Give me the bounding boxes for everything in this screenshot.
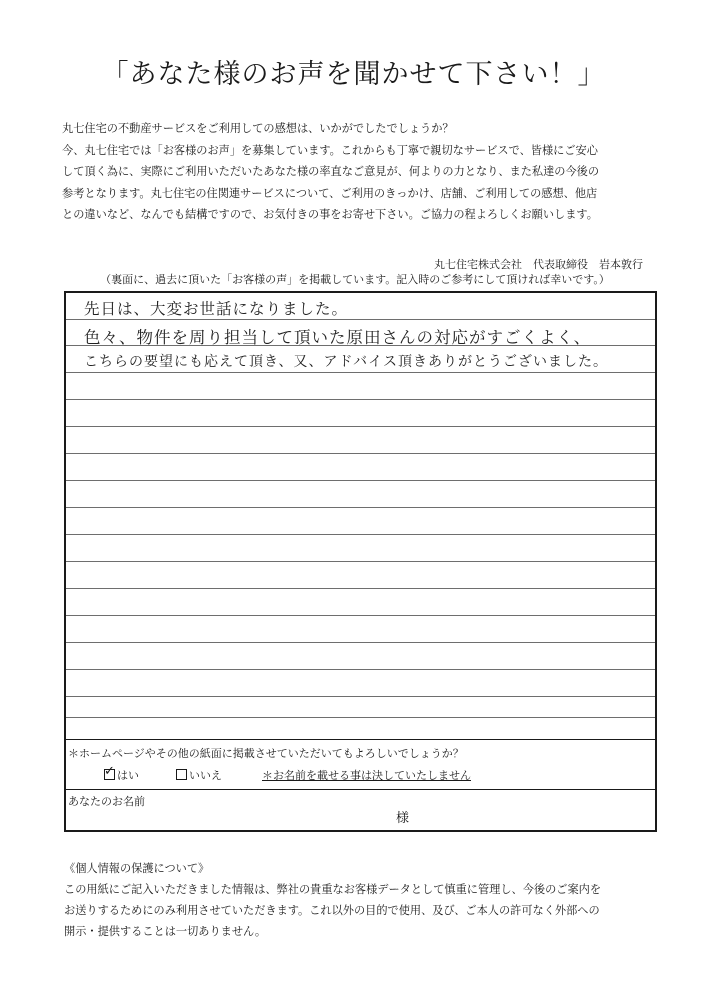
ruled-line (66, 480, 655, 481)
comment-form-box (64, 291, 657, 832)
name-privacy-note: ＊お名前を載せる事は決していたしません (262, 769, 471, 782)
ruled-line (66, 399, 655, 400)
consent-yes-label: はい (117, 769, 139, 782)
handwritten-comment-line: 色々、物件を周り担当して頂いた原田さんの対応がすごくよく、 (84, 328, 592, 347)
intro-line: 丸七住宅の不動産サービスをご利用しての感想は、いかがでしたでしょうか？ (62, 122, 454, 135)
privacy-section (64, 858, 664, 942)
ruled-line (66, 642, 655, 643)
privacy-line: この用紙にご記入いただきました情報は、弊社の貴重なお客様データとして慎重に管理し、今後のご案内を (64, 883, 602, 896)
consent-no-label: いいえ (189, 769, 222, 782)
privacy-line: お送りするためにのみ利用させていただきます。これ以外の目的で使用、及び、ご本人の許可なく外部への (64, 904, 600, 917)
privacy-line: 開示・提供することは一切ありません。 (64, 925, 267, 938)
intro-line: 参考となります。丸七住宅の住関連サービスについて、ご利用のきっかけ、店舗、ご利用しての感想、他店 (62, 186, 598, 200)
handwritten-comment-line: 先日は、大変お世話になりました。 (84, 300, 349, 318)
consent-yes-option[interactable] (104, 764, 139, 783)
ruled-line (66, 696, 655, 697)
ruled-line (66, 561, 655, 562)
handwritten-comment-line: こちらの要望にも応えて頂き、又、アドバイス頂きありがとうございました。 (84, 354, 609, 370)
intro-line: 今、丸七住宅では「お客様のお声」を募集しています。これからも丁寧で親切なサービスで、皆様にご安心 (62, 143, 598, 157)
ruled-line (66, 588, 655, 589)
consent-yes-checkbox[interactable] (104, 764, 115, 780)
section-divider (66, 739, 655, 740)
ruled-line (66, 669, 655, 670)
name-field-label: あなたのお名前 (68, 795, 145, 808)
ruled-line (66, 453, 655, 454)
section-divider (66, 789, 655, 790)
reference-note: （裏面に、過去に頂いた「お客様の声」を掲載しています。記入時のご参考にして頂ければ幸いです。） (100, 273, 610, 286)
intro-line: との違いなど、なんでも結構ですので、お気付きの事をお寄せ下さい。ご協力の程よろしくお願いします。 (62, 208, 598, 221)
checkmark-icon: ✓ (104, 764, 115, 779)
name-suffix: 様 (396, 811, 410, 826)
ruled-line (66, 426, 655, 427)
intro-text (62, 118, 662, 226)
consent-no-checkbox[interactable] (176, 769, 187, 780)
consent-no-option[interactable] (176, 767, 222, 783)
ruled-line (66, 372, 655, 373)
company-signature: 丸七住宅株式会社 代表取締役 岩本敦行 (434, 258, 643, 271)
page-title: 「あなた様のお声を聞かせて下さい！」 (101, 59, 606, 90)
ruled-line (66, 615, 655, 616)
ruled-line (66, 319, 655, 320)
ruled-line (66, 534, 655, 535)
privacy-heading: 《個人情報の保護について》 (64, 862, 210, 875)
consent-question: ＊ホームページやその他の紙面に掲載させていただいてもよろしいでしょうか？ (68, 747, 464, 760)
intro-line: して頂く為に、実際にご利用いただいたあなた様の率直なご意見が、何よりの力となり、また私達の今後の (62, 165, 600, 178)
ruled-line (66, 507, 655, 508)
ruled-line (66, 717, 655, 718)
